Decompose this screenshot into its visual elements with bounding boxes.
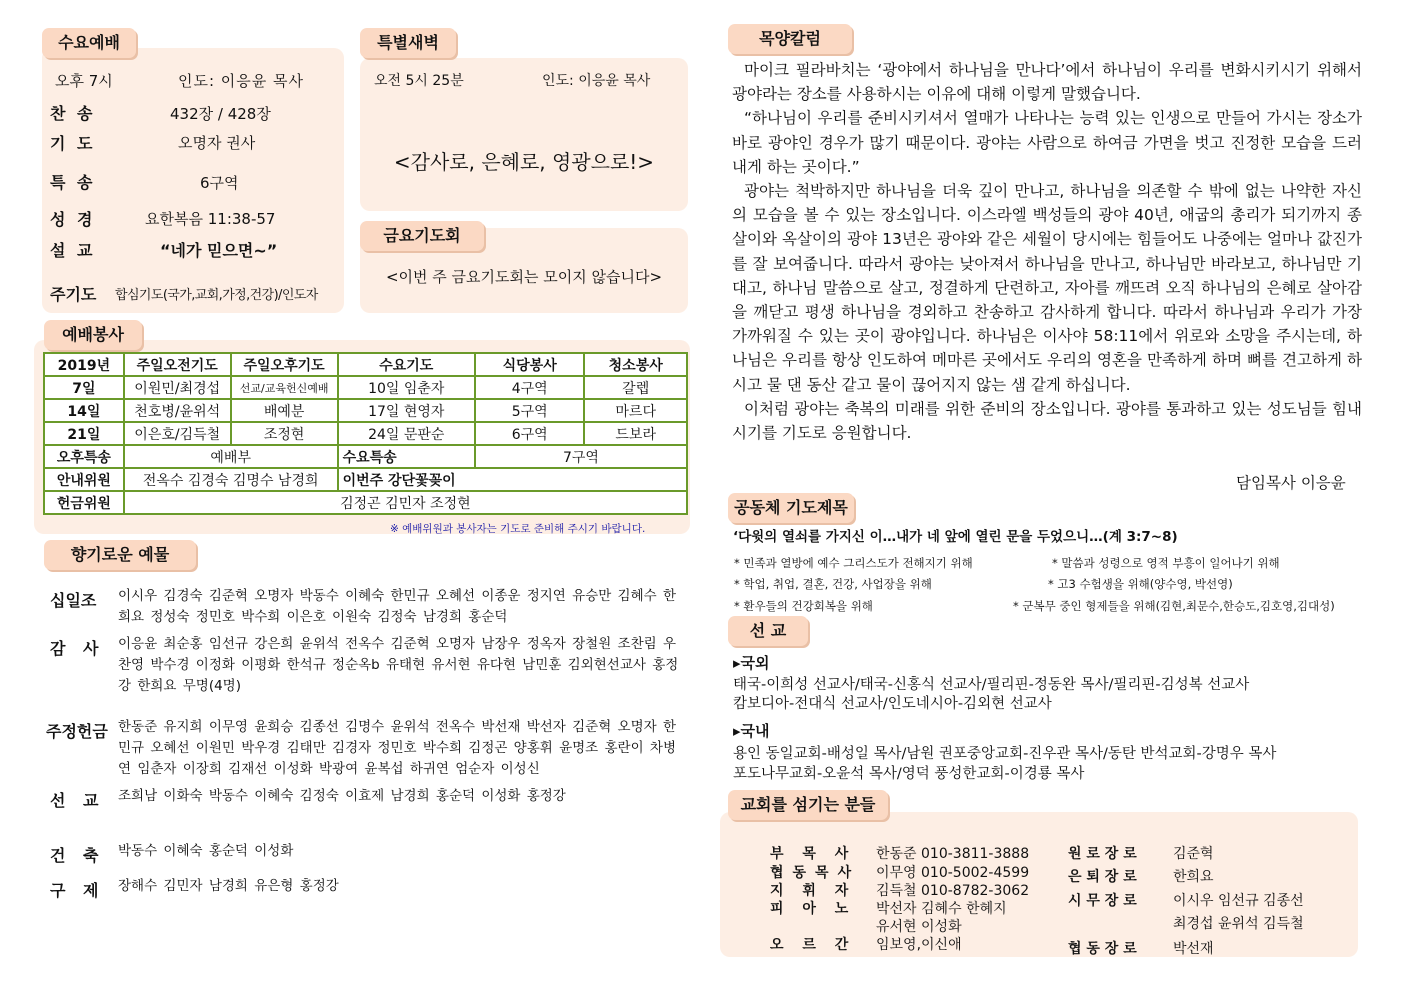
staff-role: 시 무 장 로: [1068, 893, 1137, 909]
staff-role: 협동목사: [770, 865, 861, 881]
offering-group-label: 건 축: [50, 846, 105, 865]
guide-label: 안내위원: [44, 468, 124, 491]
service-header-year: 2019년: [44, 353, 124, 376]
staff-value: 박선자 김혜수 한혜지: [876, 901, 1007, 917]
staff-value: 김준혁: [1173, 846, 1214, 862]
staff-value: 김득철 010-8782-3062: [876, 883, 1030, 899]
offering-group-label: 선 교: [50, 791, 105, 810]
service-cell: 5구역: [475, 399, 584, 422]
offering-group-label: 구 제: [50, 881, 105, 900]
service-cell: 선교/교육헌신예배: [231, 376, 338, 399]
special-song-label: 특 송: [50, 173, 96, 192]
friday-notice: <이번 주 금요기도회는 모이지 않습니다>: [385, 268, 663, 286]
service-cell: 10일 임춘자: [338, 376, 475, 399]
prayer-item: * 민족과 열방에 예수 그리스도가 전해지기 위해: [734, 556, 973, 570]
prayer-item: * 학업, 취업, 결혼, 건강, 사업장을 위해: [734, 577, 932, 591]
service-cell: 갈렙: [584, 376, 687, 399]
offering-group-names: 이시우 김경숙 김준혁 오명자 박동수 이혜숙 한민규 오혜선 이종운 정지연 유승만 김혜수 한희요 정성숙 정민호 박수희 이은호 이원숙 김정숙 남경희 홍순덕: [118, 588, 677, 625]
service-cell: 이은호/김득철: [124, 422, 231, 445]
service-table: [43, 352, 688, 515]
staff-value: 유서현 이성화: [876, 919, 962, 935]
dawn-leader: 인도: 이응윤 목사: [542, 73, 651, 89]
staff-value: 박선재: [1173, 941, 1214, 957]
lords-prayer-value: 합심기도(국가,교회,가정,건강)/인도자: [115, 288, 318, 303]
service-cell: 4구역: [475, 376, 584, 399]
mission-line: 태국-이희성 선교사/태국-신홍식 선교사/필리핀-정동완 목사/필리핀-김성복 선교사: [733, 677, 1250, 693]
staff-role: 협 동 장 로: [1068, 941, 1137, 957]
staff-role: 오 르 간: [770, 937, 849, 953]
dawn-theme: <감사로, 은혜로, 영광으로!>: [393, 150, 655, 174]
service-date: 21일: [44, 422, 124, 445]
table-row: [44, 376, 687, 399]
column-paragraph: 이처럼 광야는 축복의 미래를 위한 준비의 장소입니다. 광야를 통과하고 있는 성도님들 힘내시기를 기도로 응원합니다.: [732, 399, 1362, 443]
offering-label: 헌금위원: [44, 491, 124, 514]
service-tab: 예배봉사: [44, 320, 142, 350]
offering-group-names: 한동준 유지희 이무영 윤희승 김종선 김명수 윤위석 전옥수 박선재 박선자 김준혁 오명자 한민규 오혜선 이원민 박우경 김태만 김경자 정민호 박수희 김정곤 양홍휘 윤명조 홍란이 차병연 임춘자 이장희 김재선 이성화 박광여 윤복섭 하귀연 엄순자 이성신: [118, 719, 677, 777]
wednesday-leader: 인도: 이응윤 목사: [178, 72, 305, 90]
friday-tab: 금요기도회: [360, 221, 484, 251]
prayer-item: * 군복무 중인 형제들을 위해(김현,최문수,한승도,김호영,김대성): [1013, 599, 1335, 613]
table-row: [44, 468, 687, 491]
hymn-value: 432장 / 428장: [170, 105, 271, 123]
staff-role: 지 휘 자: [770, 883, 849, 899]
scripture-label: 성 경: [50, 210, 96, 229]
staff-tab: 교회를 섬기는 분들: [728, 790, 888, 820]
offering-group-names: 장해수 김민자 남경희 유은형 홍정강: [118, 878, 339, 894]
special-pm-value: 예배부: [124, 445, 338, 468]
prayer-item: * 환우들의 건강회복을 위해: [734, 599, 873, 613]
staff-role: 원 로 장 로: [1068, 846, 1137, 862]
column-signature: 담임목사 이응윤: [1236, 474, 1346, 492]
missions-tab: 선 교: [728, 616, 808, 646]
staff-value: 임보영,이신애: [876, 937, 962, 953]
prayer-value: 오명자 권사: [178, 134, 256, 152]
offering-group-label: 십일조: [50, 591, 97, 610]
offering-group-names: 조희남 이화숙 박동수 이혜숙 김정숙 이효제 남경희 홍순덕 이성화 홍정강: [118, 788, 566, 804]
service-cell: 17일 현영자: [338, 399, 475, 422]
offering-group-names: 이응윤 최순홍 임선규 강은희 윤위석 전옥수 김준혁 오명자 남장우 정옥자 장철원 조찬림 우찬영 박수경 이정화 이평화 한석규 정순옥b 유태현 유서현 유다현 남민훈 김외현선교사 홍정강 한희요 무명(4명): [118, 636, 679, 694]
service-cell: 이원민/최경섭: [124, 376, 231, 399]
missions-abroad-label: ▸국외: [733, 654, 770, 672]
column-paragraph: 마이크 필라바치는 ‘광야에서 하나님을 만나다’에서 하나님이 우리를 변화시키시기 위해서 광야라는 장소를 사용하시는 이유에 대해 이렇게 말했습니다.: [732, 61, 1362, 104]
special-wed-label: 수요특송: [338, 445, 475, 468]
wednesday-time: 오후 7시: [55, 72, 113, 90]
sermon-value: “네가 믿으면~”: [160, 241, 278, 260]
prayer-tab: 공동체 기도제목: [728, 493, 854, 523]
special-pm-label: 오후특송: [44, 445, 124, 468]
service-header-wed-prayer: 수요기도: [338, 353, 475, 376]
service-cell: 6구역: [475, 422, 584, 445]
service-note: ※ 예배위원과 봉사자는 기도로 준비해 주시기 바랍니다.: [390, 523, 646, 535]
sermon-label: 설 교: [50, 241, 96, 260]
staff-value: 이무영 010-5002-4599: [876, 865, 1030, 881]
offering-group-label: 주정헌금: [46, 722, 108, 741]
missions-domestic-label: ▸국내: [733, 722, 770, 740]
prayer-item: * 고3 수험생을 위해(양수영, 박선영): [1048, 577, 1233, 591]
table-row: [44, 422, 687, 445]
mission-line: 용인 동일교회-배성일 목사/남원 권포중앙교회-진우관 목사/동탄 반석교회-강명우 목사: [733, 746, 1277, 762]
staff-role: 부 목 사: [770, 846, 849, 862]
prayer-verse: ‘다윗의 열쇠를 가지신 이…내가 네 앞에 열린 문을 두었으니…(계 3:7~8): [733, 529, 1178, 545]
dawn-tab: 특별새벽: [360, 28, 456, 58]
offering-value: 김정곤 김민자 조정현: [124, 491, 687, 514]
service-header-cleaning: 청소봉사: [584, 353, 687, 376]
service-date: 7일: [44, 376, 124, 399]
scripture-value: 요한복음 11:38-57: [145, 210, 276, 228]
service-header-am-prayer: 주일오전기도: [124, 353, 231, 376]
service-cell: 배예분: [231, 399, 338, 422]
wednesday-tab: 수요예배: [42, 28, 136, 58]
column-body: [732, 58, 1362, 445]
service-cell: 마르다: [584, 399, 687, 422]
service-cell: 드보라: [584, 422, 687, 445]
offerings-tab: 향기로운 예물: [44, 540, 196, 570]
staff-value: 한동준 010-3811-3888: [876, 846, 1030, 862]
offering-group-label: 감 사: [50, 639, 105, 658]
table-row: [44, 445, 687, 468]
column-paragraph: “하나님이 우리를 준비시키셔서 열매가 나타나는 능력 있는 인생으로 만들어 가시는 장소가 바로 광야인 경우가 많기 때문이다. 광야는 사람으로 하여금 가면을 벗고 진정한 모습을 드러내게 하는 곳이다.”: [732, 109, 1362, 176]
hymn-label: 찬 송: [50, 104, 96, 123]
special-wed-value: 7구역: [475, 445, 687, 468]
flower-label: 이번주 강단꽃꽂이: [338, 468, 687, 491]
lords-prayer-label: 주기도: [50, 285, 97, 304]
staff-value: 이시우 임선규 김종선: [1173, 893, 1304, 909]
prayer-item: * 말씀과 성령으로 영적 부흥이 일어나기 위해: [1052, 556, 1280, 570]
special-song-value: 6구역: [200, 174, 239, 192]
service-cell: 천호병/윤위석: [124, 399, 231, 422]
table-row: [44, 399, 687, 422]
column-paragraph: 광야는 척박하지만 하나님을 더욱 깊이 만나고, 하나님을 의존할 수 밖에 없는 나약한 자신의 모습을 볼 수 있는 장소입니다. 이스라엘 백성들의 광야 40년, 애굽의 총리가 되기까지 종살이와 옥살이의 광야 13년은 광야와 같은 세월이 당시에는 힘들어도 나중에는 얼마나 값진가를 잘 보여줍니다. 따라서 광야는 낮아져서 하나님을 만나고, 하나님만 바라보고, 하나님만 기대고, 하나님 말씀으로 살고, 정결하게 단련하고, 자아를 깨뜨려 오직 하나님의 은혜로 살아감을 깨닫고 평생 하나님을 경외하고 찬송하고 감사하게 합니다. 따라서 하나님과 우리가 가장 가까워질 수 있는 곳이 광야입니다. 하나님은 이사야 58:11에서 위로와 소망을 주시는데, 하나님은 우리를 항상 인도하여 메마른 곳에서도 우리의 영혼을 만족하게 하며 뼈를 견고하게 하시고 물 댄 동산 같고 물이 끊어지지 않는 샘 같게 하십니다.: [732, 182, 1362, 394]
guide-value: 전옥수 김경숙 김명수 남경희: [124, 468, 338, 491]
staff-role: 은 퇴 장 로: [1068, 869, 1137, 885]
service-header-kitchen: 식당봉사: [475, 353, 584, 376]
staff-role: 피 아 노: [770, 901, 849, 917]
offering-group-names: 박동수 이혜숙 홍순덕 이성화: [118, 843, 294, 859]
prayer-label: 기 도: [50, 134, 96, 153]
service-header-pm-prayer: 주일오후기도: [231, 353, 338, 376]
column-tab: 목양칼럼: [728, 24, 852, 54]
dawn-time: 오전 5시 25분: [374, 73, 464, 89]
mission-line: 포도나무교회-오윤석 목사/영덕 풍성한교회-이경룡 목사: [733, 766, 1085, 782]
staff-value: 한희요: [1173, 869, 1214, 885]
service-date: 14일: [44, 399, 124, 422]
service-cell: 조정현: [231, 422, 338, 445]
service-cell: 24일 문판순: [338, 422, 475, 445]
table-row: [44, 491, 687, 514]
service-header-row: [44, 353, 687, 376]
mission-line: 캄보디아-전대식 선교사/인도네시아-김외현 선교사: [733, 696, 1052, 712]
staff-value: 최경섭 윤위석 김득철: [1173, 916, 1304, 932]
